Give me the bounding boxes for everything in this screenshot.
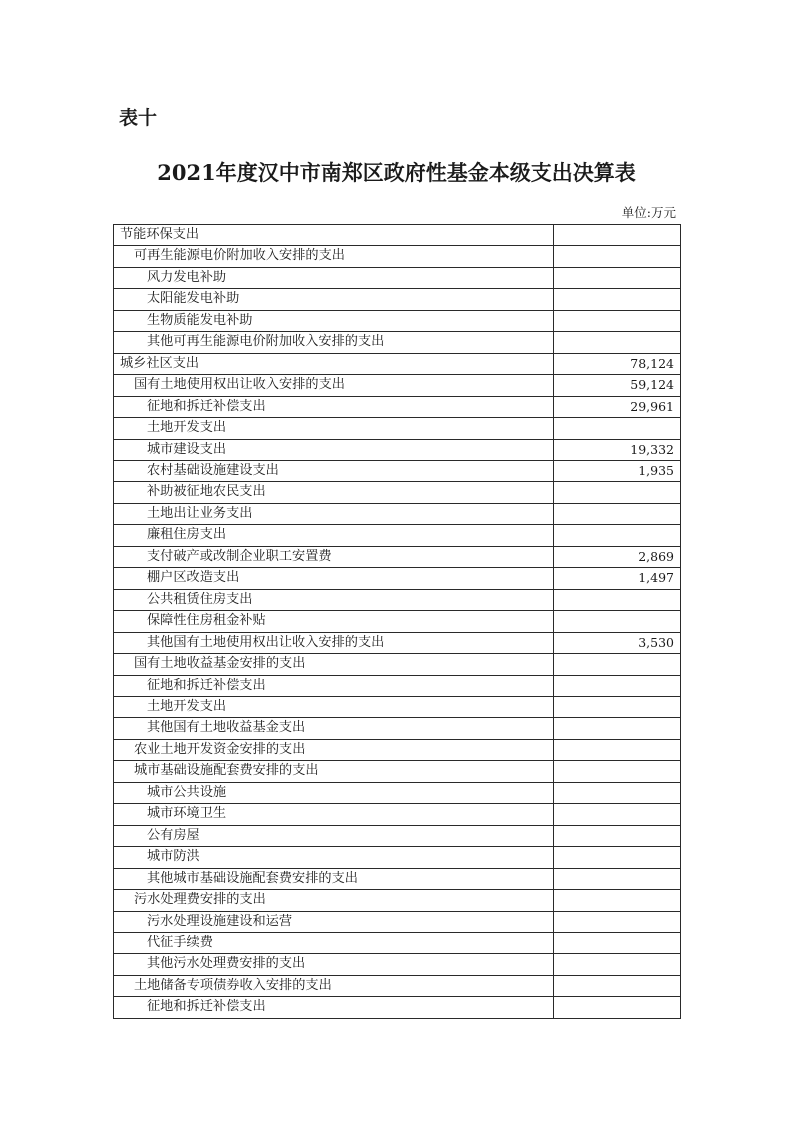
row-label: 城市基础设施配套费安排的支出 [114, 761, 554, 781]
table-row [114, 245, 680, 266]
row-value [554, 289, 680, 309]
row-value [554, 654, 680, 674]
row-label: 节能环保支出 [114, 225, 554, 245]
table-row [114, 610, 680, 631]
row-label: 国有土地收益基金安排的支出 [114, 654, 554, 674]
row-value [554, 482, 680, 502]
row-value [554, 718, 680, 738]
table-row [114, 846, 680, 867]
row-label: 太阳能发电补助 [114, 289, 554, 309]
row-value [554, 804, 680, 824]
row-label: 农村基础设施建设支出 [114, 461, 554, 481]
table-row [114, 889, 680, 910]
row-value: 29,961 [630, 398, 674, 414]
row-value [554, 525, 680, 545]
row-value: 1,497 [638, 570, 674, 586]
table-row [114, 996, 680, 1017]
row-value: 3,530 [638, 634, 674, 650]
row-value [554, 933, 680, 953]
table-row [114, 396, 680, 417]
table-row [114, 225, 680, 245]
table-row [114, 589, 680, 610]
row-value [554, 268, 680, 288]
row-label: 其他国有土地使用权出让收入安排的支出 [114, 633, 554, 653]
row-label: 廉租住房支出 [114, 525, 554, 545]
table-row [114, 417, 680, 438]
row-value [554, 225, 680, 245]
table-row [114, 632, 680, 653]
table-row [114, 288, 680, 309]
table-row [114, 524, 680, 545]
row-label: 保障性住房租金补贴 [114, 611, 554, 631]
row-value [554, 504, 680, 524]
row-label: 棚户区改造支出 [114, 568, 554, 588]
table-row [114, 653, 680, 674]
table-row [114, 803, 680, 824]
row-label: 城乡社区支出 [114, 354, 554, 374]
table-row [114, 932, 680, 953]
row-label: 生物质能发电补助 [114, 311, 554, 331]
row-value: 78,124 [630, 355, 674, 371]
row-value: 1,935 [638, 462, 674, 478]
row-value: 19,332 [630, 441, 674, 457]
table-row [114, 546, 680, 567]
row-label: 其他可再生能源电价附加收入安排的支出 [114, 332, 554, 352]
row-label: 征地和拆迁补偿支出 [114, 676, 554, 696]
row-value [554, 890, 680, 910]
row-label: 代征手续费 [114, 933, 554, 953]
table-row [114, 825, 680, 846]
row-label: 国有土地使用权出让收入安排的支出 [114, 375, 554, 395]
row-label: 土地出让业务支出 [114, 504, 554, 524]
row-label: 公有房屋 [114, 826, 554, 846]
table-row [114, 481, 680, 502]
row-label: 其他城市基础设施配套费安排的支出 [114, 869, 554, 889]
row-label: 支付破产或改制企业职工安置费 [114, 547, 554, 567]
row-value [554, 332, 680, 352]
row-value [554, 676, 680, 696]
table-row [114, 760, 680, 781]
table-row [114, 696, 680, 717]
row-value: 2,869 [638, 548, 674, 564]
table-row [114, 567, 680, 588]
table-row [114, 439, 680, 460]
row-value [554, 826, 680, 846]
row-label: 污水处理费安排的支出 [114, 890, 554, 910]
row-label: 公共租赁住房支出 [114, 590, 554, 610]
row-value [554, 246, 680, 266]
table-row [114, 675, 680, 696]
row-label: 城市建设支出 [114, 440, 554, 460]
document-title: 2021年度汉中市南郑区政府性基金本级支出决算表 [157, 160, 636, 185]
row-label: 其他国有土地收益基金支出 [114, 718, 554, 738]
row-value [554, 976, 680, 996]
row-value: 59,124 [630, 377, 674, 393]
table-row [114, 460, 680, 481]
row-value [554, 761, 680, 781]
table-row [114, 717, 680, 738]
row-value [554, 954, 680, 974]
table-row [114, 911, 680, 932]
table-number: 表十 [119, 107, 158, 129]
table-row [114, 353, 680, 374]
row-label: 土地开发支出 [114, 697, 554, 717]
table-row [114, 331, 680, 352]
row-label: 征地和拆迁补偿支出 [114, 997, 554, 1017]
row-label: 征地和拆迁补偿支出 [114, 397, 554, 417]
table-row [114, 503, 680, 524]
row-value [554, 740, 680, 760]
expenditure-table [113, 224, 681, 1019]
row-value [554, 611, 680, 631]
row-label: 城市公共设施 [114, 783, 554, 803]
row-value [554, 912, 680, 932]
table-row [114, 782, 680, 803]
table-row [114, 310, 680, 331]
row-label: 补助被征地农民支出 [114, 482, 554, 502]
row-value [554, 997, 680, 1017]
table-row [114, 868, 680, 889]
table-row [114, 374, 680, 395]
row-label: 城市防洪 [114, 847, 554, 867]
row-value [554, 783, 680, 803]
table-row [114, 267, 680, 288]
table-row [114, 975, 680, 996]
row-value [554, 697, 680, 717]
table-row [114, 739, 680, 760]
row-value [554, 869, 680, 889]
row-label: 污水处理设施建设和运营 [114, 912, 554, 932]
row-label: 土地储备专项债券收入安排的支出 [114, 976, 554, 996]
row-value [554, 311, 680, 331]
row-label: 城市环境卫生 [114, 804, 554, 824]
unit-label: 单位:万元 [621, 205, 676, 220]
row-label: 土地开发支出 [114, 418, 554, 438]
table-row [114, 953, 680, 974]
row-label: 可再生能源电价附加收入安排的支出 [114, 246, 554, 266]
row-label: 农业土地开发资金安排的支出 [114, 740, 554, 760]
row-value [554, 847, 680, 867]
row-value [554, 590, 680, 610]
row-label: 风力发电补助 [114, 268, 554, 288]
row-label: 其他污水处理费安排的支出 [114, 954, 554, 974]
row-value [554, 418, 680, 438]
